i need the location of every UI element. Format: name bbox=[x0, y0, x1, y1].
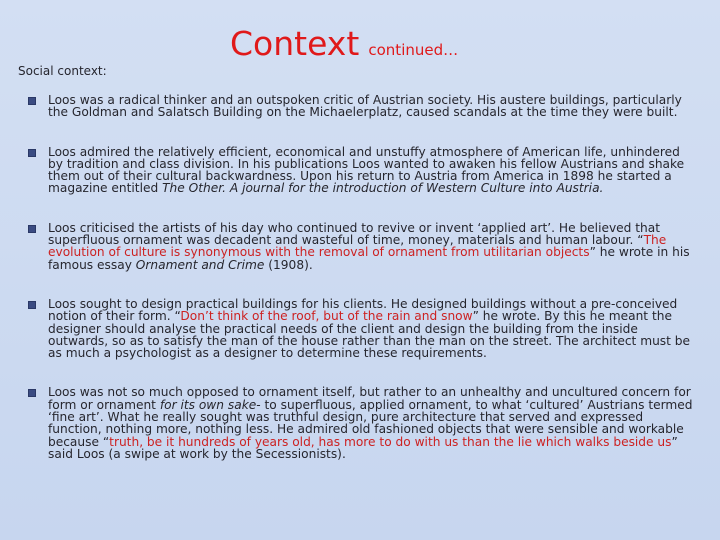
quote-highlight: The evolution of culture is synonymous with the removal of ornament from utilitarian objects bbox=[48, 233, 667, 260]
bullet-item bbox=[28, 222, 696, 271]
bullet-text: - to superfluous, applied ornament, to what ‘cultured’ Austrians termed ‘fine art’. What he really sought was truthful design, pure architecture that served and expressed function, nothing more, nothing less. He admired old fashioned objects that were sensible and workable because “ bbox=[48, 397, 693, 449]
slide-title-main: Context bbox=[230, 24, 360, 63]
bullet-text: (1908). bbox=[264, 257, 313, 272]
quote-highlight: truth, be it hundreds of years old, has more to do with us than the lie which walks beside us bbox=[109, 434, 672, 449]
slide-title-sub: continued… bbox=[368, 41, 459, 59]
bullet-text: Loos admired the relatively efficient, economical and unstuffy atmosphere of American life, unhindered by tradition and class division. In his publications Loos wanted to awaken his fellow Austrians and shake them out of their cultural backwardness. Upon his return to Austria from America in 1898 he started a magazine entitled bbox=[48, 144, 685, 196]
bullet-text: ” he wrote in his famous essay bbox=[48, 245, 690, 272]
bullet-text: ” he wrote. By this he meant the designer should analyse the practical needs of the client and design the building from the inside outwards, so as to satisfy the man of the house rather than the man on the street. The architect must be as much a psychologist as a designer to determine these requirements. bbox=[48, 309, 691, 361]
bullet-item bbox=[28, 146, 696, 195]
bullet-item bbox=[28, 386, 696, 460]
bullet-square-icon bbox=[28, 149, 36, 157]
bullet-text: Loos sought to design practical buildings for his clients. He designed buildings without a pre-conceived notion of their form. “ bbox=[48, 296, 678, 324]
bullet-square-icon bbox=[28, 301, 36, 309]
bullet-square-icon bbox=[28, 225, 36, 233]
bullet-text: Loos criticised the artists of his day who continued to revive or invent ‘applied art’. He believed that superfluous ornament was decadent and wasteful of time, money, materials and human labour. “ bbox=[48, 220, 661, 248]
bullet-text: Loos was a radical thinker and an outspoken critic of Austrian society. His austere buildings, particularly the Goldman and Salatsch Building on the Michaelerplatz, caused scandals at the time they were built. bbox=[48, 93, 682, 120]
italic-text: Ornament and Crime bbox=[135, 257, 265, 272]
bullet-item bbox=[28, 94, 696, 119]
bullet-text: Loos was not so much opposed to ornament itself, but rather to an unhealthy and uncultured concern for form or ornament bbox=[48, 385, 691, 412]
bullet-square-icon bbox=[28, 389, 36, 397]
bullet-text: ” said Loos (a swipe at work by the Secessionists). bbox=[48, 434, 678, 461]
italic-text: for its own sake bbox=[159, 397, 257, 412]
bullet-list bbox=[28, 94, 696, 487]
bullet-item bbox=[28, 298, 696, 359]
bullet-square-icon bbox=[28, 97, 36, 105]
slide-title bbox=[230, 24, 458, 63]
italic-text: The Other. A journal for the introduction of Western Culture into Austria. bbox=[162, 181, 604, 196]
section-label: Social context: bbox=[18, 64, 107, 78]
quote-highlight: Don’t think of the roof, but of the rain and snow bbox=[180, 309, 473, 324]
